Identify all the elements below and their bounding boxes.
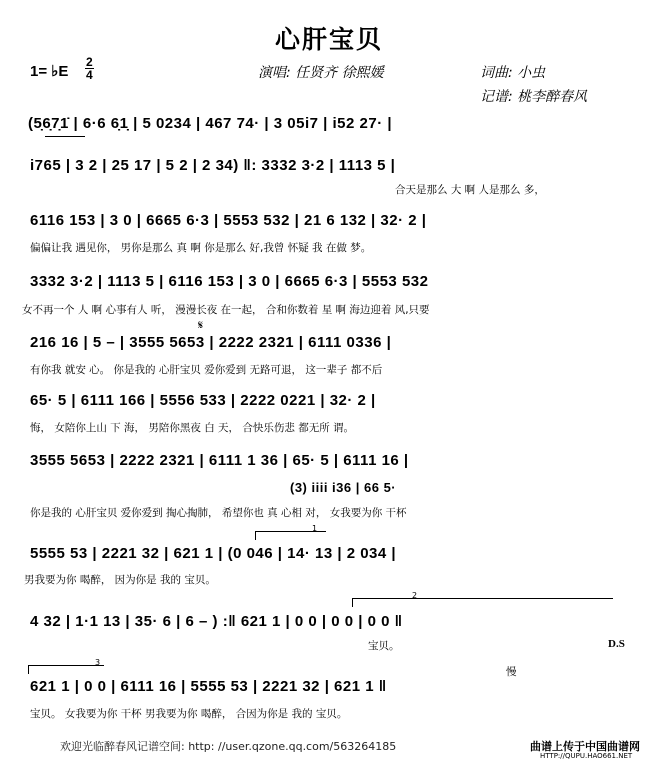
score-row-5-lyrics: 有你我 就安 心。 你是我的 心肝宝贝 爱你爱到 无路可退， 这一辈子 都不后: [30, 364, 383, 376]
volta-3-label: 3: [95, 658, 101, 667]
score-row-5-notes: 216 16 | 5 – | 3555 5653 | 2222 2321 | 6111 0336 |: [30, 334, 392, 351]
score-row-6-notes: 65· 5 | 6111 166 | 5556 533 | 2222 0221 | 32· 2 |: [30, 392, 376, 409]
score-row-3-lyrics: 偏偏让我 遇见你， 男你是那么 真 啊 你是那么 好,我曾 怀疑 我 在做 梦。: [30, 242, 372, 254]
volta-1-label: 1: [312, 524, 318, 533]
song-title: 心肝宝贝: [275, 25, 384, 54]
volta-3-bracket: [28, 665, 104, 674]
score-row-3-notes: 6116 153 | 3 0 | 6665 6·3 | 5553 532 | 21 6 132 | 32· 2 |: [30, 212, 427, 229]
score-row-9-notes: 4 32 | 1·1 13 | 35· 6 | 6 – ) :‖ 621 1 | 0 0 | 0 0 | 0 0 ‖: [30, 613, 403, 630]
time-signature-top: 2: [86, 55, 93, 69]
underline: [45, 136, 85, 137]
score-row-6-lyrics: 悔， 女陪你上山 下 海， 男陪你黑夜 白 天， 合快乐伤悲 都无所 谓。: [30, 422, 355, 434]
score-row-4-notes: 3332 3·2 | 1113 5 | 6116 153 | 3 0 | 6665 6·3 | 5553 532: [30, 273, 429, 290]
score-row-9-lyrics: 宝贝。: [368, 640, 400, 652]
volta-2-label: 2: [412, 591, 418, 600]
score-row-8-lyrics: 男我要为你 喝醉， 因为你是 我的 宝贝。: [24, 574, 216, 586]
score-row-1-notes: (5̣6̣7̣1̇ | 6·6 6̣1̣ | 5 0234 | 467 74· | 3 05i7 | i52 27· |: [28, 115, 393, 132]
key-signature: 1= ♭E: [30, 63, 69, 80]
alternate-line: (3) iiii i36 | 66 5·: [290, 480, 397, 495]
score-row-7-lyrics: 你是我的 心肝宝贝 爱你爱到 掏心掏肺， 希望你也 真 心相 对， 女我要为你 干杯: [30, 507, 407, 519]
score-row-10-notes: 621 1 | 0 0 | 6111 16 | 5555 53 | 2221 32 | 621 1 ‖: [30, 678, 387, 695]
footer-link[interactable]: 欢迎光临醉春风记谱空间: http: //user.qzone.qq.com/563264185: [60, 740, 397, 753]
score-row-2-notes: i765 | 3 2 | 25 17 | 5 2 | 2 34) ‖: 3332 3·2 | 1113 5 |: [30, 157, 396, 174]
segno-mark: 𝄋: [198, 318, 204, 332]
score-row-8-notes: 5555 53 | 2221 32 | 621 1 | (0 046 | 14· 13 | 2 034 |: [30, 545, 397, 562]
volta-2-bracket: [352, 598, 613, 607]
time-signature-bottom: 4: [86, 68, 93, 82]
ds-mark: D.S: [608, 638, 625, 650]
score-row-7-notes: 3555 5653 | 2222 2321 | 6111 1 36 | 65· 5 | 6111 16 |: [30, 452, 409, 469]
slow-mark: 慢: [506, 666, 517, 678]
footer-site-url[interactable]: HTTP://QUPU.HAO661.NET: [540, 752, 633, 760]
composer: 词曲: 小虫: [480, 65, 546, 81]
score-row-10-lyrics: 宝贝。 女我要为你 干杯 男我要为你 喝醉， 合因为你是 我的 宝贝。: [30, 708, 348, 720]
score-row-4-lyrics: 女不再一个 人 啊 心事有人 听， 漫漫长夜 在一起， 合和你数着 星 啊 海边迎着 风,只要: [22, 304, 430, 316]
score-row-2-lyrics: 合天是那么 大 啊 人是那么 多，: [395, 184, 545, 196]
footer-site-name: 曲谱上传于中国曲谱网: [530, 740, 640, 753]
singers: 演唱: 任贤齐 徐熙媛: [258, 65, 384, 81]
transcriber: 记谱: 桃李醉春风: [480, 89, 588, 105]
